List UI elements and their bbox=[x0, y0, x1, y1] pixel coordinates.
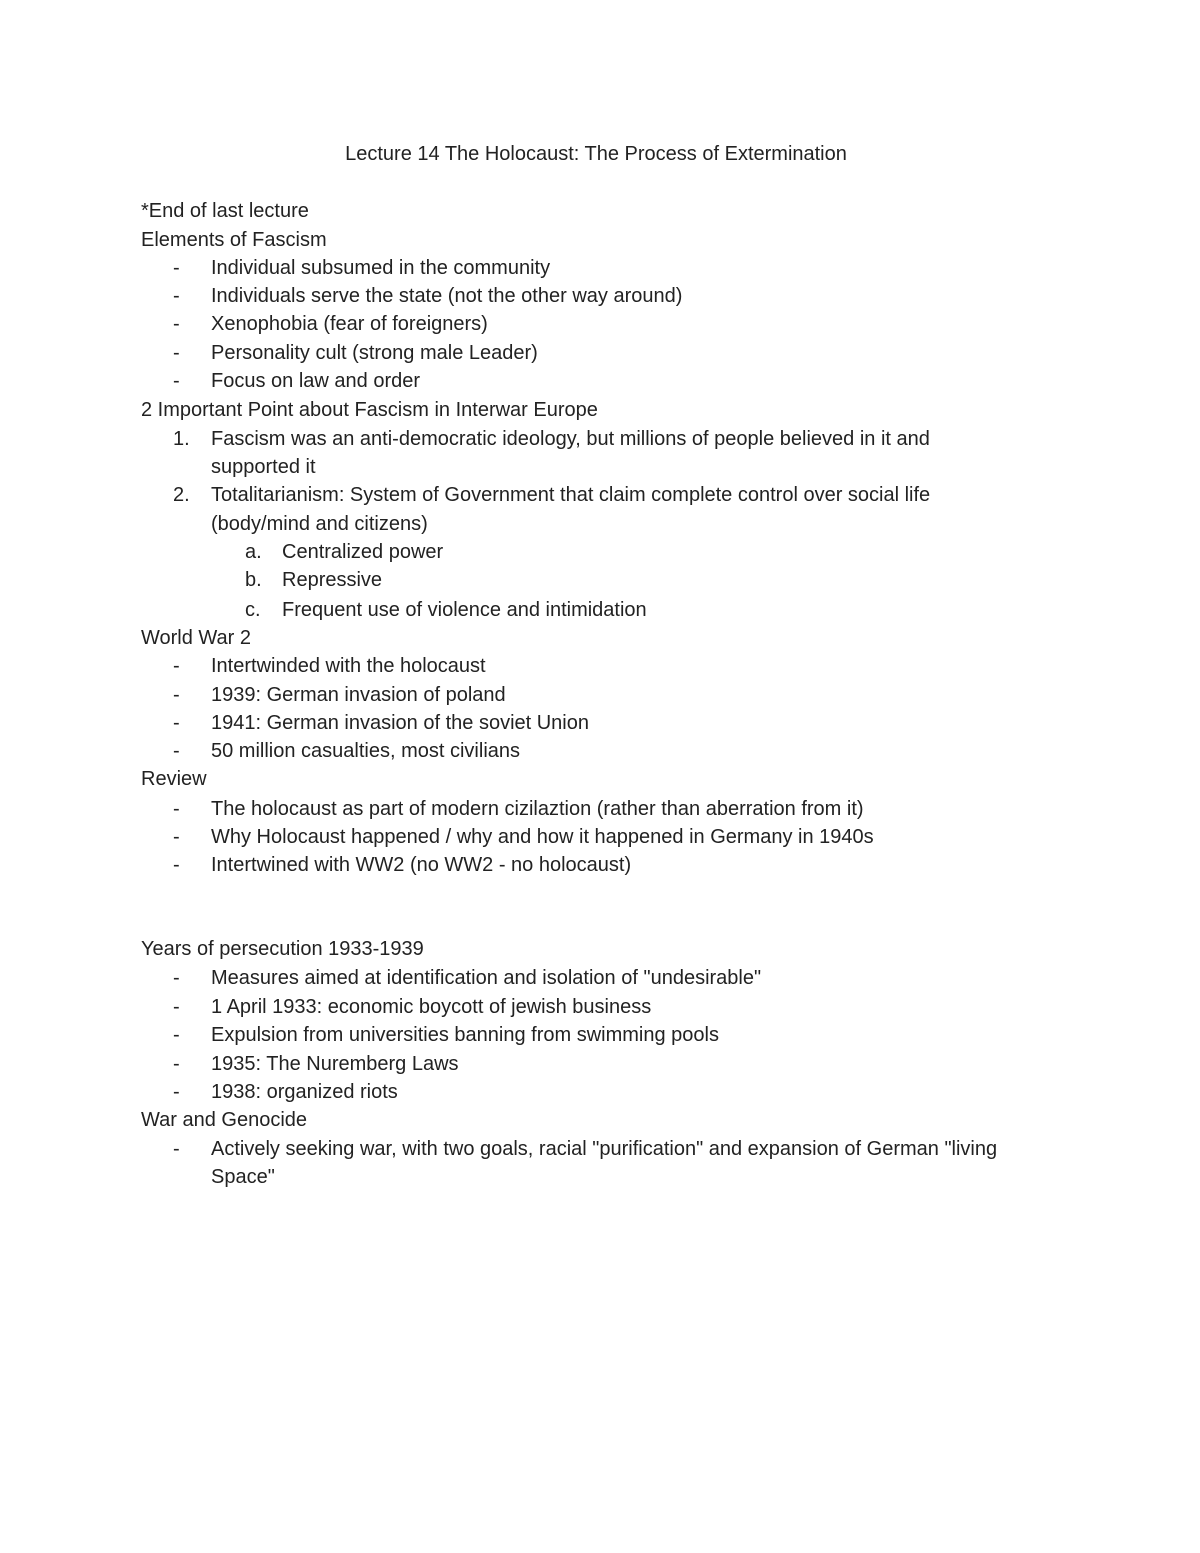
number-marker: 2. bbox=[173, 484, 190, 506]
list-item: Intertwinded with the holocaust bbox=[211, 655, 486, 677]
bullet-marker: - bbox=[173, 313, 180, 335]
sub-list-item: Repressive bbox=[282, 569, 383, 591]
section-heading-important-points: 2 Important Point about Fascism in Interwar Europe bbox=[141, 399, 598, 421]
number-marker: 1. bbox=[173, 428, 190, 450]
list-item: Why Holocaust happened / why and how it happened in Germany in 1940s bbox=[211, 826, 874, 848]
list-item: Focus on law and order bbox=[211, 370, 421, 392]
list-item: 1941: German invasion of the soviet Union bbox=[211, 712, 589, 734]
bullet-marker: - bbox=[173, 798, 180, 820]
list-item: Measures aimed at identification and isolation of "undesirable" bbox=[211, 967, 762, 989]
bullet-marker: - bbox=[173, 826, 180, 848]
section-heading-war-genocide: War and Genocide bbox=[141, 1109, 308, 1131]
end-of-last-lecture-note: *End of last lecture bbox=[141, 200, 309, 222]
bullet-marker: - bbox=[173, 712, 180, 734]
bullet-marker: - bbox=[173, 655, 180, 677]
numbered-item-line: Totalitarianism: System of Government that claim complete control over social life bbox=[211, 484, 931, 506]
list-item: Individual subsumed in the community bbox=[211, 257, 551, 279]
list-item: Xenophobia (fear of foreigners) bbox=[211, 313, 488, 335]
bullet-marker: - bbox=[173, 1053, 180, 1075]
bullet-marker: - bbox=[173, 342, 180, 364]
document-title: Lecture 14 The Holocaust: The Process of Extermination bbox=[345, 143, 847, 165]
bullet-marker: - bbox=[173, 1081, 180, 1103]
list-item: The holocaust as part of modern cizilaztion (rather than aberration from it) bbox=[211, 798, 864, 820]
list-item-line: Space" bbox=[211, 1166, 275, 1188]
bullet-marker: - bbox=[173, 370, 180, 392]
section-heading-fascism: Elements of Fascism bbox=[141, 229, 327, 251]
numbered-item-line: supported it bbox=[211, 456, 316, 478]
sub-list-item: Frequent use of violence and intimidation bbox=[282, 599, 647, 621]
bullet-marker: - bbox=[173, 996, 180, 1018]
list-item: 1935: The Nuremberg Laws bbox=[211, 1053, 459, 1075]
list-item: 1939: German invasion of poland bbox=[211, 684, 506, 706]
section-heading-review: Review bbox=[141, 768, 207, 790]
letter-marker: b. bbox=[245, 569, 262, 591]
numbered-item-line: Fascism was an anti-democratic ideology, but millions of people believed in it and bbox=[211, 428, 930, 450]
letter-marker: a. bbox=[245, 541, 262, 563]
bullet-marker: - bbox=[173, 684, 180, 706]
bullet-marker: - bbox=[173, 285, 180, 307]
list-item: Intertwined with WW2 (no WW2 - no holocaust) bbox=[211, 854, 632, 876]
list-item: Individuals serve the state (not the other way around) bbox=[211, 285, 683, 307]
list-item: 50 million casualties, most civilians bbox=[211, 740, 521, 762]
bullet-marker: - bbox=[173, 740, 180, 762]
bullet-marker: - bbox=[173, 854, 180, 876]
list-item: 1938: organized riots bbox=[211, 1081, 398, 1103]
list-item: 1 April 1933: economic boycott of jewish business bbox=[211, 996, 652, 1018]
letter-marker: c. bbox=[245, 599, 261, 621]
section-heading-ww2: World War 2 bbox=[141, 627, 252, 649]
list-item: Expulsion from universities banning from swimming pools bbox=[211, 1024, 719, 1046]
numbered-item-line: (body/mind and citizens) bbox=[211, 513, 428, 535]
sub-list-item: Centralized power bbox=[282, 541, 444, 563]
section-heading-persecution: Years of persecution 1933-1939 bbox=[141, 938, 424, 960]
bullet-marker: - bbox=[173, 257, 180, 279]
bullet-marker: - bbox=[173, 1138, 180, 1160]
list-item: Personality cult (strong male Leader) bbox=[211, 342, 538, 364]
bullet-marker: - bbox=[173, 1024, 180, 1046]
list-item-line: Actively seeking war, with two goals, racial "purification" and expansion of German "living bbox=[211, 1138, 998, 1160]
bullet-marker: - bbox=[173, 967, 180, 989]
